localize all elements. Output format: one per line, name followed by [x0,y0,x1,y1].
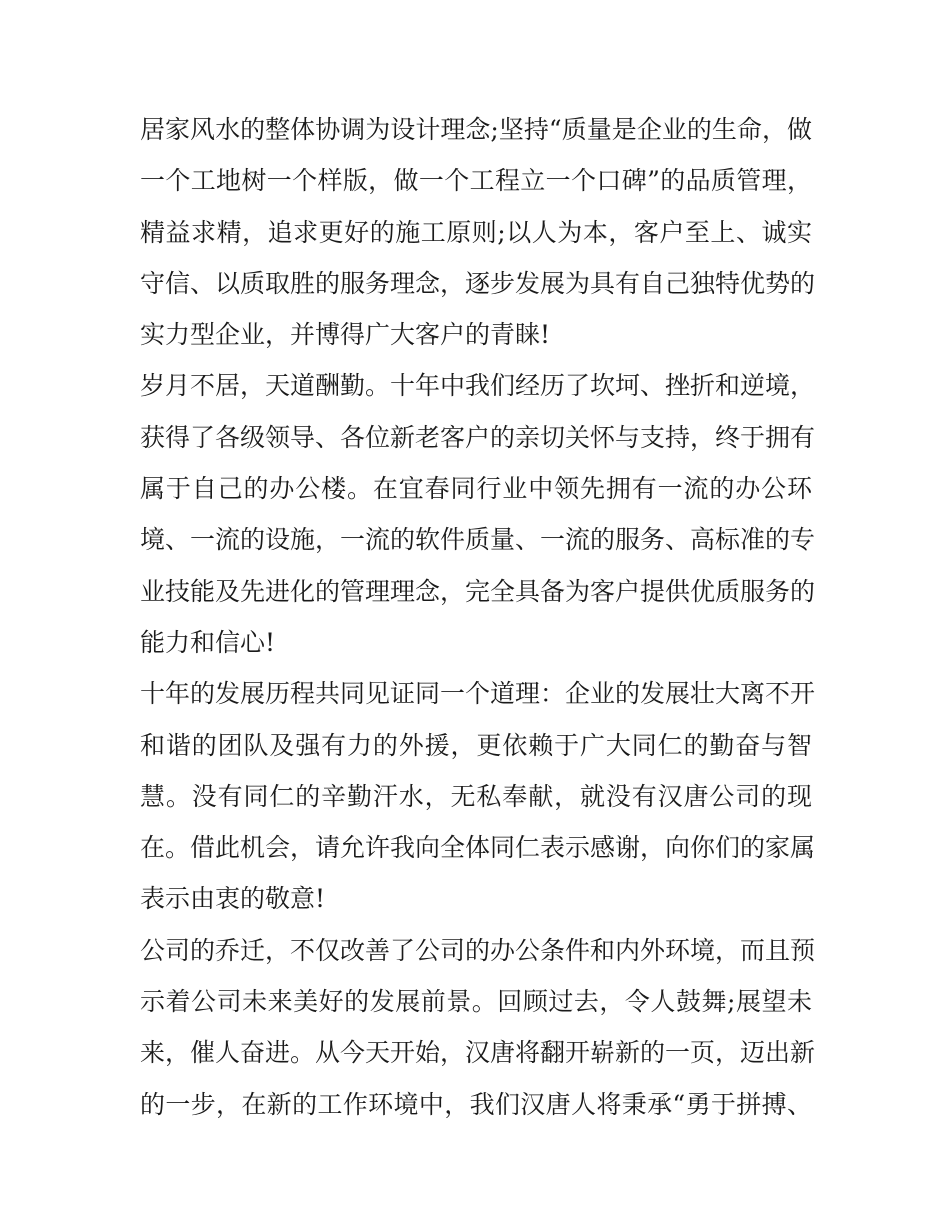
text-line: 业技能及先进化的管理理念，完全具备为客户提供优质服务的 [140,576,816,606]
text-line: 慧。没有同仁的辛勤汗水，无私奉献，就没有汉唐公司的现 [140,781,812,811]
text-line: 十年的发展历程共同见证同一个道理：企业的发展壮大离不开 [140,679,816,709]
text-line: 一个工地树一个样版，做一个工程立一个口碑”的品质管理， [140,166,812,196]
text-line: 居家风水的整体协调为设计理念;坚持“质量是企业的生命，做 [140,115,812,144]
text-line: 在。借此机会，请允许我向全体同仁表示感谢，向你们的家属 [140,833,816,863]
text-line: 守信、以质取胜的服务理念，逐步发展为具有自己独特优势的 [140,268,816,298]
paragraph-3 [140,668,816,924]
text-line: 表示由衷的敬意! [140,884,326,914]
text-line: 能力和信心! [140,627,276,657]
paragraph-4 [140,925,816,1130]
text-line: 获得了各级领导、各位新老客户的亲切关怀与支持，终于拥有 [140,422,816,452]
text-line: 来，催人奋进。从今天开始，汉唐将翻开崭新的一页，迈出新 [140,1038,816,1068]
text-line: 属于自己的办公楼。在宜春同行业中领先拥有一流的办公环 [140,474,812,504]
text-line: 实力型企业，并博得广大客户的青睐! [140,320,551,350]
document-body [140,104,816,1130]
text-line: 和谐的团队及强有力的外援，更依赖于广大同仁的勤奋与智 [140,730,812,760]
text-line: 境、一流的设施，一流的软件质量、一流的服务、高标准的专 [140,525,816,555]
text-line: 的一步，在新的工作环境中，我们汉唐人将秉承“勇于拼搏、 [140,1089,812,1119]
paragraph-1 [140,104,816,360]
paragraph-2 [140,360,816,668]
text-line: 精益求精，追求更好的施工原则;以人为本，客户至上、诚实 [140,217,812,247]
text-line: 岁月不居，天道酬勤。十年中我们经历了坎坷、挫折和逆境， [140,371,816,401]
text-line: 示着公司未来美好的发展前景。回顾过去，令人鼓舞;展望未 [140,987,812,1017]
text-line: 公司的乔迁，不仅改善了公司的办公条件和内外环境，而且预 [140,935,816,965]
